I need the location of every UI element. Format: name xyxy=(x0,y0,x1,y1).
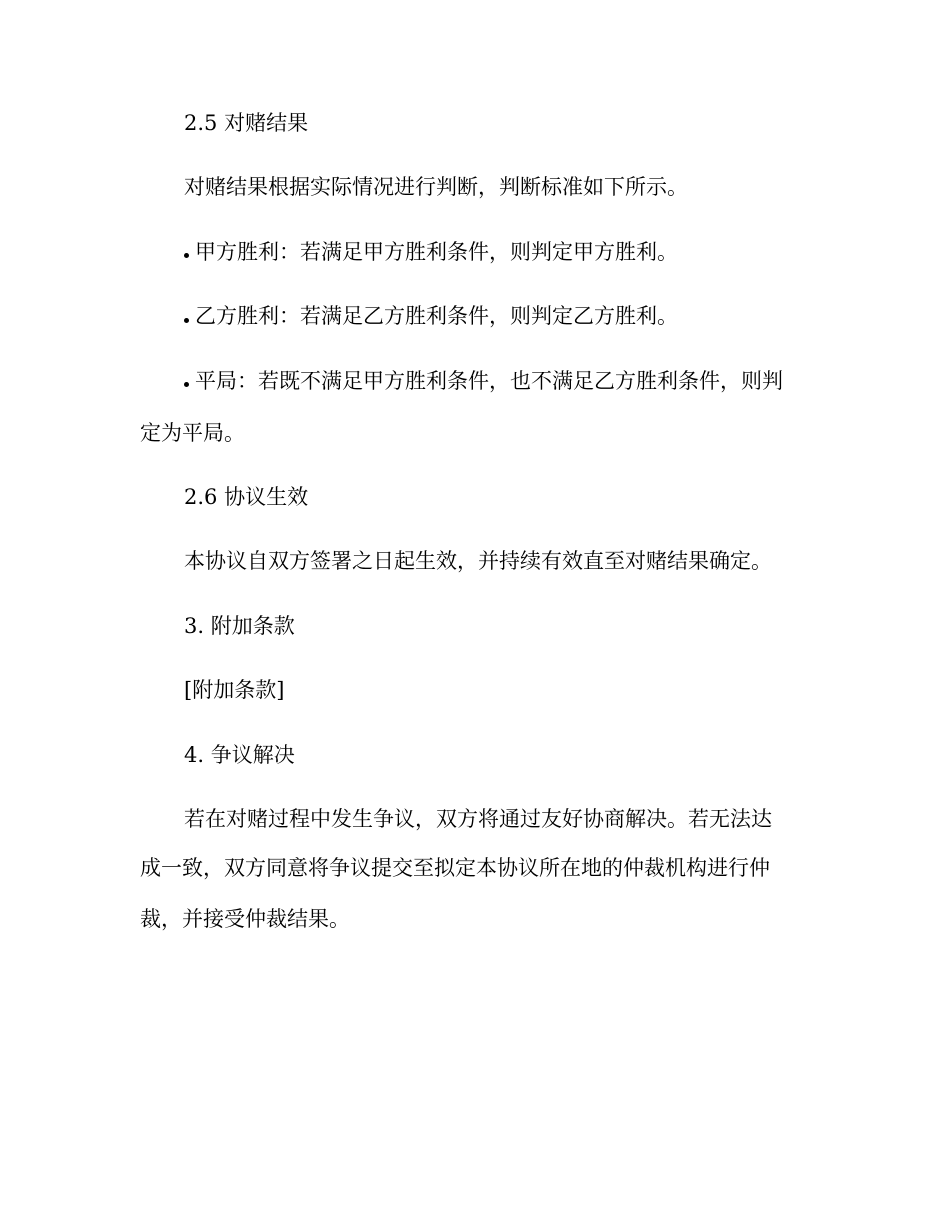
bullet-icon xyxy=(184,253,189,258)
bullet-icon xyxy=(184,382,189,387)
list-item-draw: 平局：若既不满足甲方胜利条件，也不满足乙方胜利条件，则判 xyxy=(195,369,783,393)
section-3-heading: 3. 附加条款 xyxy=(184,614,295,638)
section-2-6-body: 本协议自双方签署之日起生效，并持续有效直至对赌结果确定。 xyxy=(184,549,772,573)
section-2-5-intro: 对赌结果根据实际情况进行判断，判断标准如下所示。 xyxy=(184,175,688,199)
section-4-heading: 4. 争议解决 xyxy=(184,743,295,767)
section-4-body-line-1: 若在对赌过程中发生争议，双方将通过友好协商解决。若无法达 xyxy=(184,807,772,831)
list-item-party-b-win: 乙方胜利：若满足乙方胜利条件，则判定乙方胜利。 xyxy=(195,304,678,328)
bullet-icon xyxy=(184,318,189,323)
section-2-5-heading: 2.5 对赌结果 xyxy=(184,111,309,135)
section-2-6-heading: 2.6 协议生效 xyxy=(184,485,309,509)
list-item-draw-continued: 定为平局。 xyxy=(140,421,245,445)
section-3-body: [附加条款] xyxy=(184,678,285,702)
section-4-body-line-2: 成一致，双方同意将争议提交至拟定本协议所在地的仲裁机构进行仲 xyxy=(140,856,770,880)
list-item-party-a-win: 甲方胜利：若满足甲方胜利条件，则判定甲方胜利。 xyxy=(195,240,678,264)
section-4-body-line-3: 裁，并接受仲裁结果。 xyxy=(140,907,350,931)
